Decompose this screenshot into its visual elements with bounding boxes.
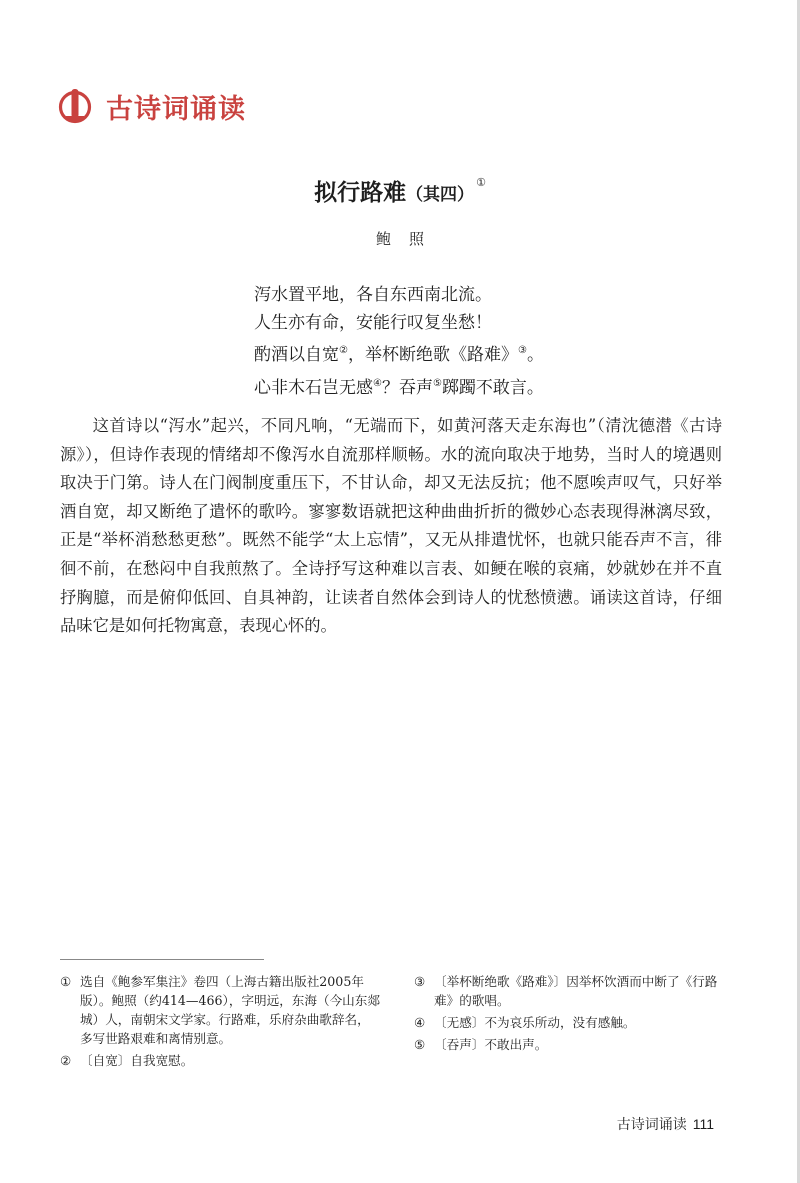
poem-line-text: 。 (526, 345, 544, 365)
footnote-text: 〔无感〕不为哀乐所动，没有感触。 (434, 1015, 636, 1030)
commentary-paragraph: 这首诗以“泻水”起兴，不同凡响，“无端而下，如黄河落天走东海也”（清沈德潜《古诗源》），但诗作表现的情绪却不像泻水自流那样顺畅。水的流向取决于地势，当时人的境遇则取决于门第。诗人在门阀制度重压下，不甘认命，却又无法反抗；他不愿唉声叹气，只好举酒自宽，却又断绝了遣怀的歌吟。寥寥数语就把这种曲曲折折的微妙心态表现得淋漓尽致，正是“举杯消愁愁更愁”。既然不能学“太上忘情”，又无从排遣忧怀，也就只能吞声不言，徘徊不前，在愁闷中自我煎熬了。全诗抒写这种难以言表、如鲠在喉的哀痛，妙就妙在并不直抒胸臆，而是俯仰低回、自具神韵，让读者自然体会到诗人的忧愁愤懑。诵读这首诗，仔细品味它是如何托物寓意，表现心怀的。 (60, 416, 722, 636)
footnote-item (414, 1035, 724, 1054)
poem-line (254, 282, 544, 310)
poem-line-text: 人生亦有命，安能行叹复坐愁！ (254, 312, 492, 333)
poem-title-main: 拟行路难 (314, 179, 407, 206)
footnotes-left-column (60, 972, 382, 1073)
footnote-text: 〔自宽〕自我宽慰。 (80, 1053, 194, 1068)
footnotes-right-column (414, 972, 724, 1057)
poem-line-text: 踯躅不敢言。 (441, 377, 544, 398)
footer-section-label: 古诗词诵读 (616, 1117, 687, 1133)
footnote-text: 〔吞声〕不敢出声。 (434, 1037, 548, 1052)
section-title: 古诗词诵读 (106, 93, 246, 125)
footnote-ref[interactable]: ① (476, 176, 486, 189)
footnote-item (414, 1013, 724, 1032)
poem-line-text: 酌酒以自宽 (254, 345, 339, 365)
footnote-text: 选自《鲍参军集注》卷四（上海古籍出版社2005年版）。鲍照（约414—466），字明远，东海（今山东郯城）人，南朝宋文学家。行路难，乐府杂曲歌辞名，多写世路艰难和离情别意。 (80, 974, 380, 1046)
seal-emblem-icon (58, 88, 92, 124)
poem-line (254, 310, 544, 338)
footnote-mark: ⑤ (414, 1037, 426, 1052)
footnote-item (60, 1051, 382, 1070)
footnote-ref[interactable]: ④ (373, 377, 382, 389)
footnote-mark: ③ (414, 974, 426, 989)
footnote-ref[interactable]: ③ (517, 345, 527, 356)
poem-author: 鲍照 (375, 230, 442, 248)
page-number: 111 (692, 1116, 714, 1132)
footnote-mark: ② (60, 1053, 72, 1068)
footnote-text: 〔举杯断绝歌《路难》〕因举杯饮酒而中断了《行路难》的歌唱。 (434, 974, 718, 1008)
footnote-mark: ④ (414, 1015, 426, 1030)
poem-line-text: 心非木石岂无感 (254, 377, 373, 398)
footnote-item (60, 972, 382, 1048)
footnote-ref[interactable]: ② (339, 345, 348, 356)
poem-body (254, 282, 544, 402)
poem-title (0, 174, 800, 207)
page-footer (617, 1114, 714, 1134)
section-header (58, 84, 246, 128)
poem-title-subtitle: （其四） (406, 185, 475, 205)
poem-line-text: ，举杯断绝歌《路难》 (347, 345, 518, 365)
poem-line-text: ？吞声 (381, 377, 433, 398)
footnote-item (414, 972, 724, 1010)
footnote-ref[interactable]: ⑤ (432, 377, 442, 389)
footnote-divider (60, 959, 264, 960)
footnote-mark: ① (60, 974, 72, 989)
poem-line-text: 泻水置平地，各自东西南北流。 (254, 285, 492, 305)
poem-line (254, 337, 544, 370)
poem-line (254, 370, 544, 403)
